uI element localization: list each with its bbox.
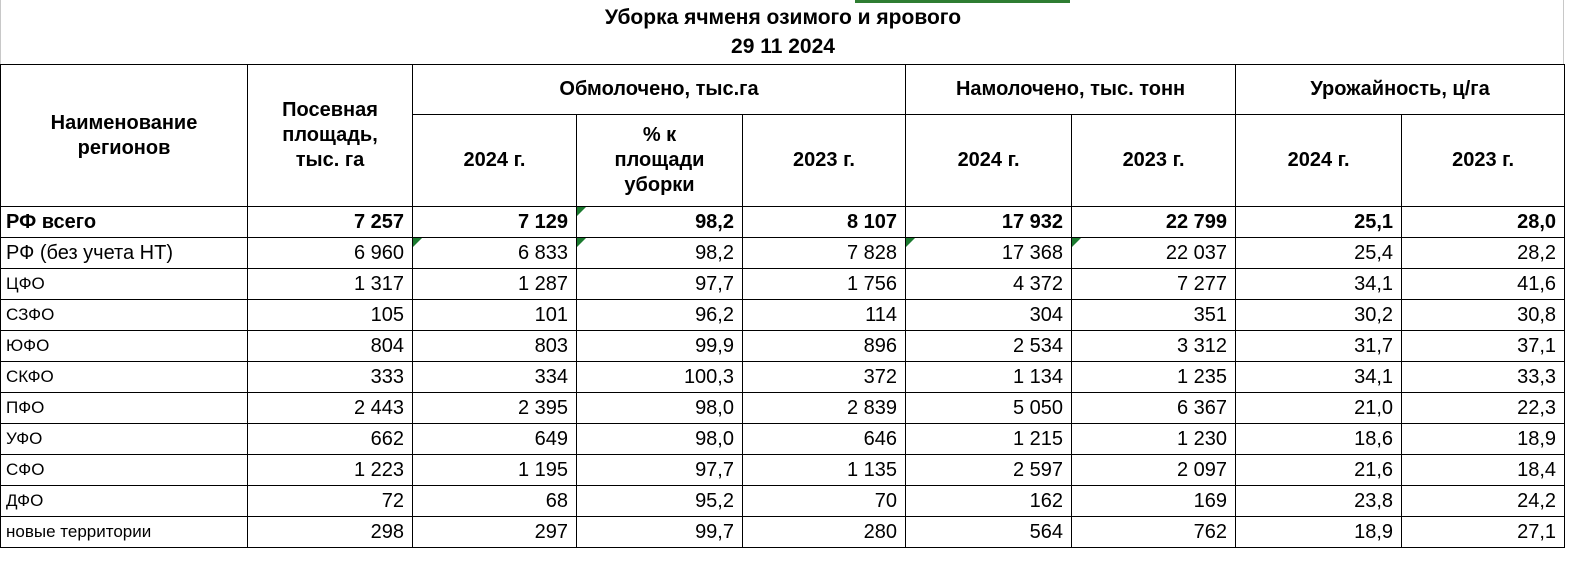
- cell-threshed-pct[interactable]: 96,2: [577, 300, 743, 331]
- cell-value: 98,2: [695, 210, 734, 233]
- cell-yield-2024[interactable]: 21,6: [1236, 455, 1402, 486]
- cell-threshed-2024[interactable]: 7 129: [413, 207, 577, 238]
- cell-threshed-2024[interactable]: 297: [413, 517, 577, 548]
- cell-region[interactable]: ЦФО: [1, 269, 248, 300]
- cell-threshed-pct[interactable]: [577, 238, 743, 269]
- cell-harvested-2024[interactable]: 4 372: [906, 269, 1072, 300]
- cell-sown[interactable]: 662: [248, 424, 413, 455]
- cell-sown[interactable]: 1 223: [248, 455, 413, 486]
- cell-region[interactable]: РФ (без учета НТ): [1, 238, 248, 269]
- error-indicator-icon: [413, 238, 422, 247]
- table-row: [1, 455, 1565, 486]
- cell-harvested-2023[interactable]: 1 230: [1072, 424, 1236, 455]
- table-row: [1, 424, 1565, 455]
- cell-yield-2024[interactable]: 30,2: [1236, 300, 1402, 331]
- cell-threshed-2024[interactable]: [413, 238, 577, 269]
- cell-threshed-2024[interactable]: 68: [413, 486, 577, 517]
- cell-yield-2024[interactable]: 18,9: [1236, 517, 1402, 548]
- cell-region[interactable]: СКФО: [1, 362, 248, 393]
- header-yield[interactable]: Урожайность, ц/га: [1236, 65, 1565, 115]
- cell-threshed-2023[interactable]: 280: [743, 517, 906, 548]
- cell-yield-2023[interactable]: 27,1: [1402, 517, 1565, 548]
- header-threshed-2024[interactable]: 2024 г.: [413, 115, 577, 207]
- cell-yield-2023[interactable]: 30,8: [1402, 300, 1565, 331]
- cell-threshed-pct[interactable]: 100,3: [577, 362, 743, 393]
- cell-yield-2024[interactable]: 25,1: [1236, 207, 1402, 238]
- cell-threshed-2023[interactable]: 8 107: [743, 207, 906, 238]
- cell-yield-2023[interactable]: 37,1: [1402, 331, 1565, 362]
- cell-sown[interactable]: 72: [248, 486, 413, 517]
- cell-harvested-2024[interactable]: 17 932: [906, 207, 1072, 238]
- cell-harvested-2024[interactable]: [906, 238, 1072, 269]
- cell-harvested-2023[interactable]: [1072, 238, 1236, 269]
- cell-harvested-2024[interactable]: 1 215: [906, 424, 1072, 455]
- cell-threshed-pct[interactable]: 95,2: [577, 486, 743, 517]
- cell-threshed-pct[interactable]: 99,7: [577, 517, 743, 548]
- cell-yield-2024[interactable]: 21,0: [1236, 393, 1402, 424]
- cell-region[interactable]: новые территории: [1, 517, 248, 548]
- table-row: [1, 300, 1565, 331]
- cell-harvested-2023[interactable]: 762: [1072, 517, 1236, 548]
- cell-threshed-2023[interactable]: 2 839: [743, 393, 906, 424]
- cell-region[interactable]: СФО: [1, 455, 248, 486]
- cell-yield-2024[interactable]: 25,4: [1236, 238, 1402, 269]
- header-region[interactable]: Наименование регионов: [1, 65, 248, 207]
- cell-harvested-2024[interactable]: 1 134: [906, 362, 1072, 393]
- cell-threshed-2024[interactable]: 649: [413, 424, 577, 455]
- cell-yield-2024[interactable]: 34,1: [1236, 269, 1402, 300]
- cell-sown[interactable]: 2 443: [248, 393, 413, 424]
- cell-threshed-2024[interactable]: 2 395: [413, 393, 577, 424]
- cell-harvested-2024[interactable]: 5 050: [906, 393, 1072, 424]
- cell-threshed-2023[interactable]: 7 828: [743, 238, 906, 269]
- cell-threshed-pct[interactable]: 97,7: [577, 269, 743, 300]
- cell-yield-2023[interactable]: 24,2: [1402, 486, 1565, 517]
- cell-threshed-2023[interactable]: 114: [743, 300, 906, 331]
- cell-harvested-2023[interactable]: 6 367: [1072, 393, 1236, 424]
- cell-sown[interactable]: 1 317: [248, 269, 413, 300]
- error-indicator-icon: [1072, 238, 1081, 247]
- table-row: [1, 393, 1565, 424]
- cell-threshed-pct[interactable]: 97,7: [577, 455, 743, 486]
- header-yield-2024[interactable]: 2024 г.: [1236, 115, 1402, 207]
- cell-harvested-2023[interactable]: 3 312: [1072, 331, 1236, 362]
- cell-harvested-2023[interactable]: 351: [1072, 300, 1236, 331]
- cell-threshed-2023[interactable]: 372: [743, 362, 906, 393]
- cell-region[interactable]: СЗФО: [1, 300, 248, 331]
- cell-threshed-2024[interactable]: 334: [413, 362, 577, 393]
- cell-yield-2024[interactable]: 34,1: [1236, 362, 1402, 393]
- header-threshed-pct[interactable]: % к площади уборки: [577, 115, 743, 207]
- cell-harvested-2023[interactable]: 2 097: [1072, 455, 1236, 486]
- table-row: [1, 486, 1565, 517]
- cell-region[interactable]: УФО: [1, 424, 248, 455]
- header-yield-2023[interactable]: 2023 г.: [1402, 115, 1565, 207]
- cell-yield-2023[interactable]: 18,4: [1402, 455, 1565, 486]
- cell-harvested-2024[interactable]: 564: [906, 517, 1072, 548]
- cell-value: 98,2: [695, 241, 734, 264]
- cell-yield-2023[interactable]: 22,3: [1402, 393, 1565, 424]
- table-title: Уборка ячменя озимого и ярового: [604, 6, 962, 29]
- cell-threshed-2023[interactable]: 1 135: [743, 455, 906, 486]
- cell-harvested-2023[interactable]: 1 235: [1072, 362, 1236, 393]
- cell-threshed-2024[interactable]: 101: [413, 300, 577, 331]
- cell-sown[interactable]: 6 960: [248, 238, 413, 269]
- table-row: [1, 362, 1565, 393]
- harvest-table: [0, 64, 1565, 548]
- cell-threshed-pct[interactable]: 98,0: [577, 393, 743, 424]
- table-row: [1, 207, 1565, 238]
- cell-yield-2023[interactable]: 18,9: [1402, 424, 1565, 455]
- cell-value: 17 368: [1001, 241, 1064, 264]
- cell-region[interactable]: ДФО: [1, 486, 248, 517]
- header-threshed-2023[interactable]: 2023 г.: [743, 115, 906, 207]
- cell-threshed-2023[interactable]: 1 756: [743, 269, 906, 300]
- cell-yield-2024[interactable]: 23,8: [1236, 486, 1402, 517]
- cell-value: 6 833: [517, 241, 568, 264]
- header-threshed[interactable]: Обмолочено, тыс.га: [413, 65, 906, 115]
- cell-threshed-2024[interactable]: 803: [413, 331, 577, 362]
- table-row: [1, 269, 1565, 300]
- header-harvested-2023[interactable]: 2023 г.: [1072, 115, 1236, 207]
- table-row: [1, 238, 1565, 269]
- cell-threshed-2023[interactable]: 896: [743, 331, 906, 362]
- cell-harvested-2024[interactable]: 2 597: [906, 455, 1072, 486]
- cell-yield-2024[interactable]: 31,7: [1236, 331, 1402, 362]
- cell-harvested-2024[interactable]: 304: [906, 300, 1072, 331]
- cell-threshed-pct[interactable]: [577, 207, 743, 238]
- title-area: [0, 0, 1564, 64]
- cell-harvested-2024[interactable]: 162: [906, 486, 1072, 517]
- cell-harvested-2024[interactable]: 2 534: [906, 331, 1072, 362]
- error-indicator-icon: [577, 207, 586, 216]
- cell-threshed-2023[interactable]: 70: [743, 486, 906, 517]
- cell-harvested-2023[interactable]: 22 799: [1072, 207, 1236, 238]
- cell-region[interactable]: ЮФО: [1, 331, 248, 362]
- cell-threshed-2023[interactable]: 646: [743, 424, 906, 455]
- header-harvested[interactable]: Намолочено, тыс. тонн: [906, 65, 1236, 115]
- error-indicator-icon: [906, 238, 915, 247]
- table-row: [1, 517, 1565, 548]
- header-sown-area[interactable]: Посевная площадь, тыс. га: [248, 65, 413, 207]
- cell-sown[interactable]: 804: [248, 331, 413, 362]
- cell-yield-2024[interactable]: 18,6: [1236, 424, 1402, 455]
- cell-sown[interactable]: 333: [248, 362, 413, 393]
- cell-sown[interactable]: 7 257: [248, 207, 413, 238]
- cell-sown[interactable]: 298: [248, 517, 413, 548]
- cell-sown[interactable]: 105: [248, 300, 413, 331]
- cell-threshed-2024[interactable]: 1 287: [413, 269, 577, 300]
- table-date: 29 11 2024: [731, 35, 835, 58]
- cell-region[interactable]: ПФО: [1, 393, 248, 424]
- cell-yield-2023[interactable]: 28,2: [1402, 238, 1565, 269]
- cell-harvested-2023[interactable]: 169: [1072, 486, 1236, 517]
- cell-yield-2023[interactable]: 41,6: [1402, 269, 1565, 300]
- cell-harvested-2023[interactable]: 7 277: [1072, 269, 1236, 300]
- cell-threshed-pct[interactable]: 99,9: [577, 331, 743, 362]
- cell-threshed-pct[interactable]: 98,0: [577, 424, 743, 455]
- cell-region[interactable]: РФ всего: [1, 207, 248, 238]
- cell-threshed-2024[interactable]: 1 195: [413, 455, 577, 486]
- header-harvested-2024[interactable]: 2024 г.: [906, 115, 1072, 207]
- table-row: [1, 331, 1565, 362]
- cell-yield-2023[interactable]: 33,3: [1402, 362, 1565, 393]
- cell-yield-2023[interactable]: 28,0: [1402, 207, 1565, 238]
- cell-value: 22 037: [1165, 241, 1228, 264]
- error-indicator-icon: [577, 238, 586, 247]
